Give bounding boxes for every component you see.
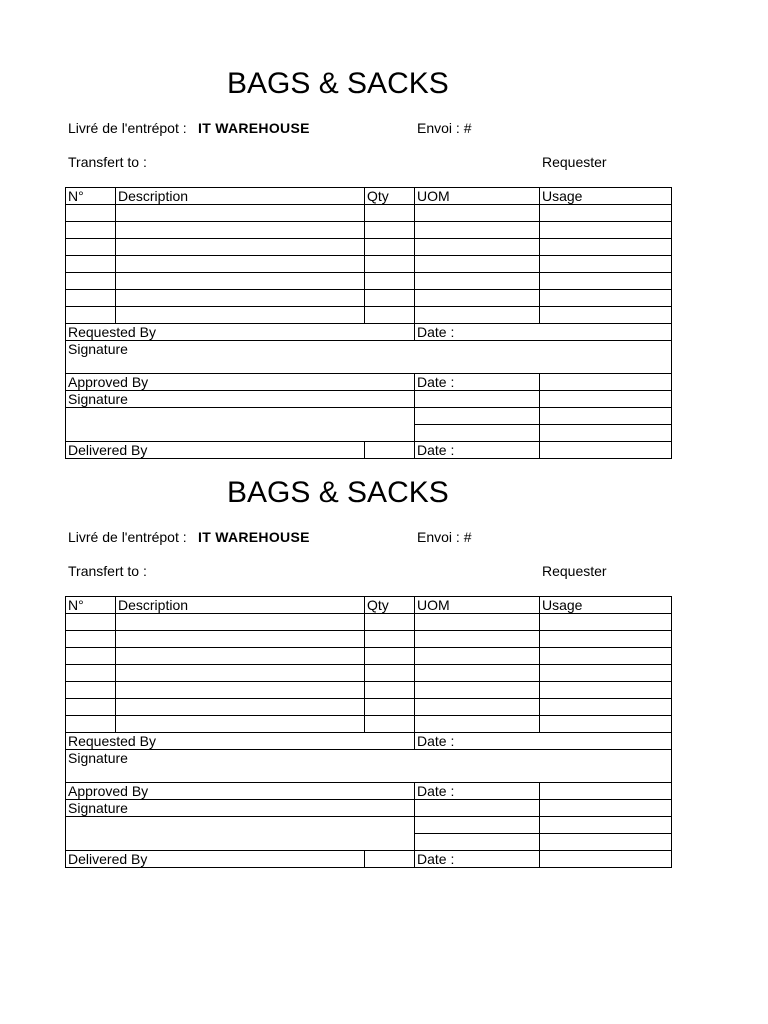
transfer-to-label: Transfert to : <box>68 154 147 170</box>
date-label: Date : <box>417 442 455 458</box>
warehouse-value: IT WAREHOUSE <box>198 529 310 545</box>
requested-by-label: Requested By <box>68 324 156 340</box>
date-label: Date : <box>417 733 455 749</box>
shipment-label: Envoi : # <box>417 529 472 545</box>
col-line <box>414 187 415 340</box>
row-line <box>65 681 672 682</box>
col-line <box>539 596 540 732</box>
row-line <box>65 373 672 374</box>
approved-by-label: Approved By <box>68 374 149 390</box>
row-line <box>65 255 672 256</box>
column-header-number: N° <box>68 597 84 613</box>
row-line <box>65 458 672 459</box>
col-line <box>671 596 672 868</box>
row-line <box>65 238 672 239</box>
signature-label: Signature <box>68 341 128 357</box>
transfer-to-label: Transfert to : <box>68 563 147 579</box>
col-line <box>65 596 66 868</box>
items-table <box>65 596 672 868</box>
row-line <box>65 613 672 614</box>
delivered-by-label: Delivered By <box>68 442 148 458</box>
row-line <box>414 407 672 408</box>
date-label: Date : <box>417 374 455 390</box>
row-line <box>414 424 672 425</box>
row-line <box>414 816 672 817</box>
requested-by-label: Requested By <box>68 733 156 749</box>
row-line <box>65 850 672 851</box>
signature-label: Signature <box>68 800 128 816</box>
col-line <box>539 373 540 459</box>
row-line <box>65 630 672 631</box>
row-line <box>65 272 672 273</box>
warehouse-value: IT WAREHOUSE <box>198 120 310 136</box>
delivered-by-label: Delivered By <box>68 851 148 867</box>
col-line <box>671 187 672 459</box>
column-header-qty: Qty <box>367 188 389 204</box>
column-header-qty: Qty <box>367 597 389 613</box>
col-line <box>364 187 365 323</box>
warehouse-label: Livré de l'entrépot : <box>68 529 187 545</box>
col-line <box>364 850 365 867</box>
row-line <box>65 799 672 800</box>
date-label: Date : <box>417 851 455 867</box>
row-line <box>65 698 672 699</box>
row-line <box>65 204 672 205</box>
col-line <box>364 596 365 732</box>
warehouse-label: Livré de l'entrépot : <box>68 120 187 136</box>
date-label: Date : <box>417 324 455 340</box>
date-label: Date : <box>417 783 455 799</box>
row-line <box>65 289 672 290</box>
col-line <box>65 187 66 459</box>
row-line <box>65 306 672 307</box>
row-line <box>65 647 672 648</box>
signature-label: Signature <box>68 750 128 766</box>
row-line <box>65 749 672 750</box>
row-line <box>65 323 672 324</box>
row-line <box>65 782 672 783</box>
col-line <box>115 187 116 323</box>
column-header-description: Description <box>118 597 189 613</box>
col-line <box>414 373 415 459</box>
requester-label: Requester <box>542 154 607 170</box>
row-line <box>65 221 672 222</box>
col-line <box>414 782 415 868</box>
col-line <box>539 782 540 868</box>
row-line <box>65 816 415 817</box>
col-line <box>115 596 116 732</box>
row-line <box>65 732 672 733</box>
column-header-description: Description <box>118 188 189 204</box>
row-line <box>65 441 672 442</box>
requester-label: Requester <box>542 563 607 579</box>
approved-by-label: Approved By <box>68 783 149 799</box>
row-line <box>414 833 672 834</box>
row-line <box>65 664 672 665</box>
form-title: BAGS & SACKS <box>227 67 449 100</box>
items-table <box>65 187 672 459</box>
col-line <box>539 187 540 323</box>
shipment-label: Envoi : # <box>417 120 472 136</box>
column-header-uom: UOM <box>417 188 450 204</box>
column-header-usage: Usage <box>542 597 583 613</box>
signature-label: Signature <box>68 391 128 407</box>
col-line <box>364 441 365 458</box>
column-header-number: N° <box>68 188 84 204</box>
row-line <box>65 867 672 868</box>
row-line <box>65 407 415 408</box>
col-line <box>414 596 415 749</box>
row-line <box>65 715 672 716</box>
row-line <box>65 340 672 341</box>
form-title: BAGS & SACKS <box>227 476 449 509</box>
row-line <box>65 390 672 391</box>
column-header-uom: UOM <box>417 597 450 613</box>
column-header-usage: Usage <box>542 188 583 204</box>
